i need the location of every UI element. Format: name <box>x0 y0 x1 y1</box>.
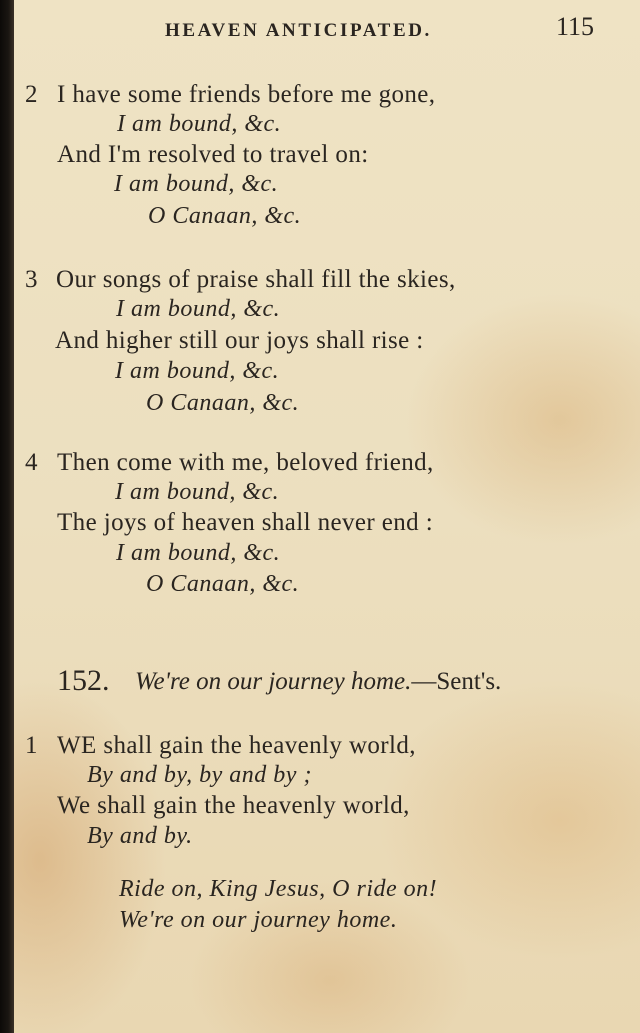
verse-line: By and by, by and by ; <box>87 762 312 788</box>
chorus-line: We're on our journey home. <box>119 907 398 933</box>
verse-number: 1 <box>25 732 38 759</box>
verse-line: By and by. <box>87 823 193 849</box>
refrain-line: I am bound, &c. <box>117 111 282 137</box>
refrain-line: O Canaan, &c. <box>148 203 302 229</box>
verse-number: 2 <box>25 81 38 108</box>
refrain-line: O Canaan, &c. <box>146 390 300 416</box>
verse-number: 4 <box>25 449 38 476</box>
hymn-tune: —Sent's. <box>411 668 502 695</box>
verse-line: I have some friends before me gone, <box>57 81 436 108</box>
verse-line: And higher still our joys shall rise : <box>55 327 424 354</box>
hymn-heading <box>135 668 501 696</box>
page-number: 115 <box>556 12 595 41</box>
verse-line: The joys of heaven shall never end : <box>57 509 434 536</box>
book-spine-edge <box>0 0 14 1033</box>
refrain-line: I am bound, &c. <box>115 479 280 505</box>
refrain-line: I am bound, &c. <box>116 296 281 322</box>
verse-number: 3 <box>25 266 38 293</box>
verse-line: WE shall gain the heavenly world, <box>57 732 416 759</box>
hymn-title: We're on our journey home. <box>135 668 412 695</box>
refrain-line: I am bound, &c. <box>116 540 281 566</box>
refrain-line: I am bound, &c. <box>115 358 280 384</box>
running-title: HEAVEN ANTICIPATED. <box>165 20 432 41</box>
refrain-line: I am bound, &c. <box>114 171 279 197</box>
chorus-line: Ride on, King Jesus, O ride on! <box>119 876 438 902</box>
verse-line: And I'm resolved to travel on: <box>57 141 369 168</box>
hymn-number: 152. <box>57 664 110 697</box>
verse-line: Our songs of praise shall fill the skies, <box>56 266 456 293</box>
verse-line: Then come with me, beloved friend, <box>57 449 434 476</box>
verse-line: We shall gain the heavenly world, <box>57 792 410 819</box>
refrain-line: O Canaan, &c. <box>146 571 300 597</box>
